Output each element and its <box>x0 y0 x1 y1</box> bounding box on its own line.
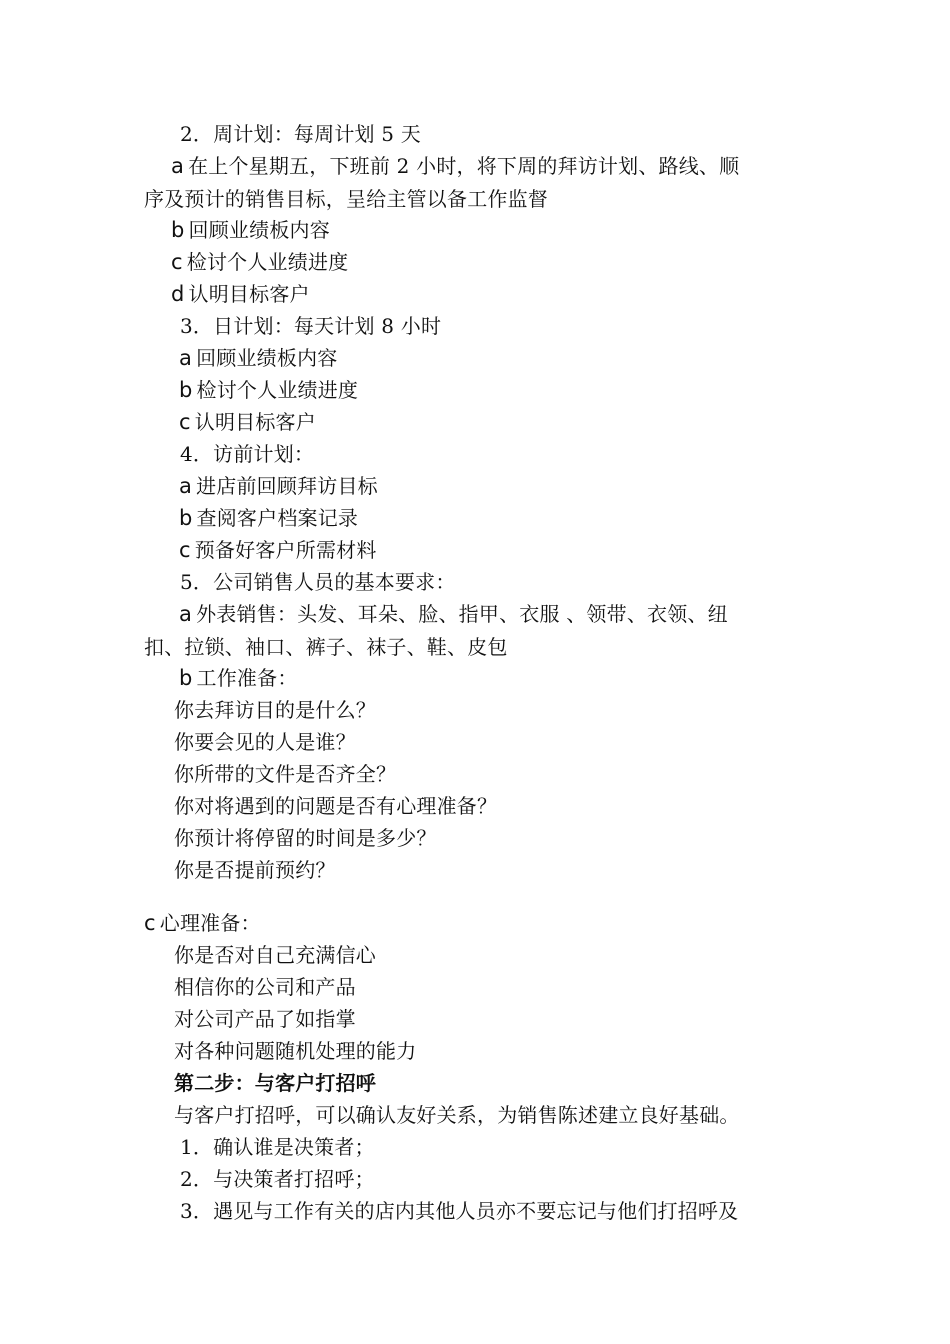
heading-basic-requirements: 5．公司销售人员的基本要求： <box>180 570 456 594</box>
list-item-previsit-a: a 进店前回顾拜访目标 <box>179 474 378 498</box>
numbered-item: 2．与决策者打招呼； <box>180 1167 375 1191</box>
question-line: 你去拜访目的是什么？ <box>174 698 376 722</box>
list-item-daily-b: b 检讨个人业绩进度 <box>179 378 359 402</box>
heading-weekly-plan: 2．周计划：每周计划 5 天 <box>180 122 421 146</box>
question-line: 你要会见的人是谁？ <box>174 730 356 754</box>
list-item-previsit-c: c 预备好客户所需材料 <box>179 538 377 562</box>
list-item-weekly-a-continued: 序及预计的销售目标，呈给主管以备工作监督 <box>144 187 548 211</box>
question-line: 你预计将停留的时间是多少？ <box>174 826 437 850</box>
text-line: 对公司产品了如指掌 <box>174 1007 356 1031</box>
text-line: 相信你的公司和产品 <box>174 975 356 999</box>
list-item-requirements-a: a 外表销售：头发、耳朵、脸、指甲、衣服 、领带、衣领、纽 <box>179 602 728 626</box>
list-item-mental-preparation: c 心理准备： <box>144 911 261 935</box>
list-item-requirements-b: b 工作准备： <box>179 666 298 690</box>
question-line: 你所带的文件是否齐全？ <box>174 762 397 786</box>
question-line: 你是否提前预约？ <box>174 858 336 882</box>
numbered-item: 3．遇见与工作有关的店内其他人员亦不要忘记与他们打招呼及 <box>180 1199 739 1223</box>
list-item-weekly-c: c 检讨个人业绩进度 <box>171 250 349 274</box>
section-heading-step-two: 第二步：与客户打招呼 <box>174 1071 376 1095</box>
heading-pre-visit-plan: 4．访前计划： <box>180 442 315 466</box>
heading-daily-plan: 3．日计划：每天计划 8 小时 <box>180 314 442 338</box>
list-item-weekly-d: d 认明目标客户 <box>171 282 310 306</box>
list-item-daily-c: c 认明目标客户 <box>179 410 316 434</box>
list-item-requirements-a-continued: 扣、拉锁、袖口、裤子、袜子、鞋、皮包 <box>144 635 508 659</box>
paragraph-intro: 与客户打招呼，可以确认友好关系，为销售陈述建立良好基础。 <box>174 1103 740 1127</box>
text-line: 你是否对自己充满信心 <box>174 943 376 967</box>
text-line: 对各种问题随机处理的能力 <box>174 1039 417 1063</box>
list-item-weekly-b: b 回顾业绩板内容 <box>171 218 330 242</box>
list-item-previsit-b: b 查阅客户档案记录 <box>179 506 359 530</box>
question-line: 你对将遇到的问题是否有心理准备？ <box>174 794 498 818</box>
numbered-item: 1．确认谁是决策者； <box>180 1135 375 1159</box>
list-item-daily-a: a 回顾业绩板内容 <box>179 346 338 370</box>
list-item-weekly-a: a 在上个星期五，下班前 2 小时，将下周的拜访计划、路线、顺 <box>171 154 740 178</box>
